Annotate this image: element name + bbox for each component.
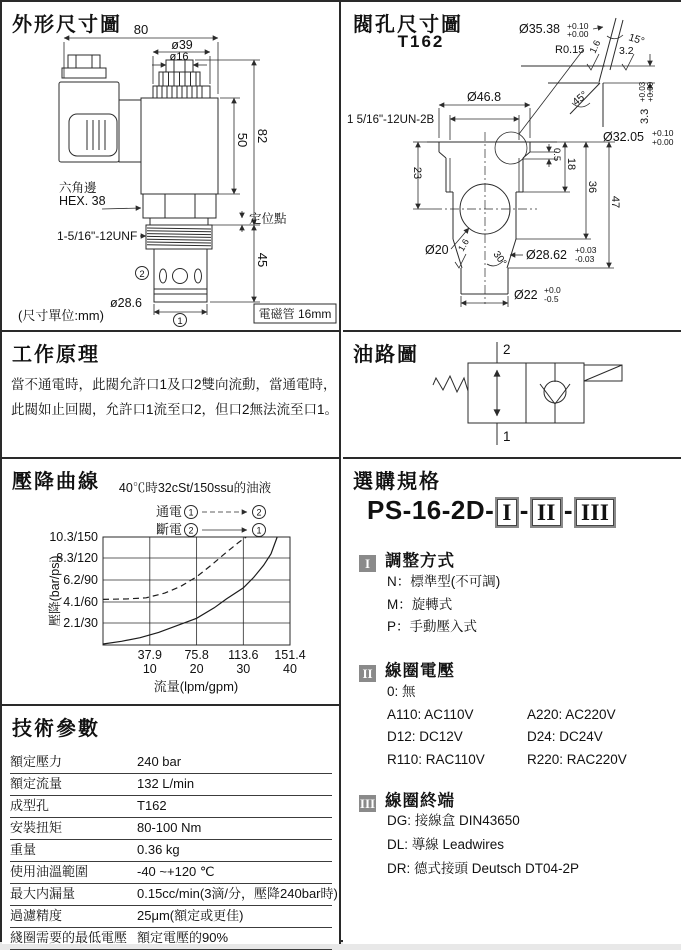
dim-22-label: Ø22 (514, 288, 538, 302)
option-item: N：標準型(不可調) (387, 574, 501, 589)
table-row (10, 906, 332, 928)
panel-outline-title: 外形尺寸圖 (12, 14, 122, 36)
tech-row-value: 240 bar (137, 754, 182, 769)
tech-row-value: 0.36 kg (137, 842, 180, 857)
panel-ordering-specs (343, 459, 681, 944)
y-tick-label: 4.1/60 (63, 595, 98, 610)
curve-title: 壓降曲線 (12, 471, 100, 493)
chart-xlabel: 流量(lpm/gpm) (153, 679, 239, 694)
dim-3538-tol-top: +0.10 (567, 21, 589, 31)
tech-row-value: T162 (137, 798, 167, 813)
section-1-title: 調整方式 (385, 552, 455, 570)
ordering-section-2-header (359, 657, 455, 682)
principle-line2: 此閥如止回閥，允許口1流至口2，但口2無法流至口1。 (11, 402, 339, 417)
dim-22-tol-bot: -0.5 (544, 294, 559, 304)
hex-label-line1: 六角邊 (59, 181, 97, 195)
curve-energized (103, 537, 246, 599)
thread-line (147, 228, 211, 229)
svg-text:2: 2 (139, 269, 145, 280)
model-code-segment-3: III (574, 497, 616, 528)
y-tick-label: 10.3/150 (49, 530, 98, 544)
outline-dimension-lines (64, 38, 260, 315)
y-tick-label: 6.2/90 (63, 572, 98, 587)
dim-05-label: 0.5 (551, 148, 562, 162)
table-row (10, 796, 332, 818)
svg-text:3.3: 3.3 (639, 108, 651, 124)
table-row (10, 862, 332, 884)
circuit-port-2: 2 (503, 342, 511, 357)
outline-drawing (2, 2, 339, 330)
option-item: D12: DC12V (387, 729, 463, 744)
cavity-code: T162 (397, 32, 445, 51)
ordering-title: 選購規格 (353, 471, 441, 493)
dim-3205-label: Ø32.05 (603, 130, 645, 144)
thread-line (147, 245, 211, 246)
pressure-drop-chart (2, 459, 339, 704)
cavity-drawing (343, 2, 681, 330)
y-tick-label: 2.1/30 (63, 615, 98, 630)
knurl-lines (157, 86, 202, 98)
panel-circuit-diagram (343, 332, 681, 459)
tech-row-value: 132 L/min (137, 776, 195, 791)
x-tick-lpm: 37.9 (137, 648, 162, 662)
tech-row-label: 額定壓力 (10, 754, 63, 769)
panel-pressure-drop-chart (2, 459, 341, 706)
option-item: A220: AC220V (527, 706, 616, 722)
ordering-section-2-options (387, 681, 627, 771)
option-item: DR: 德式接頭 Deutsch DT04-2P (387, 861, 580, 876)
tech-row-value: 25μm(額定或更佳) (137, 908, 244, 923)
option-item: DG: 接線盒 DIN43650 (387, 813, 520, 828)
model-code-dash: - (519, 495, 529, 525)
x-tick-gpm: 20 (189, 662, 204, 676)
principle-text (11, 372, 338, 422)
tech-row-label: 使用油溫範圍 (10, 864, 89, 879)
dim-80-label: 80 (133, 22, 149, 37)
panel-cavity-dimensions (343, 2, 681, 332)
dim-45-label: 45 (255, 252, 270, 268)
tech-table (10, 752, 338, 950)
table-row (10, 928, 332, 950)
thread-line (147, 234, 211, 235)
chart-legend (156, 504, 266, 537)
tech-row-label: 安裝扭矩 (10, 820, 63, 835)
coil-shape (141, 60, 218, 194)
dim-2862-tol-top: +0.03 (575, 245, 597, 255)
thread-line (147, 239, 211, 240)
tech-row-value: 0.15cc/min(3滴/分，壓降240bar時) (137, 886, 338, 901)
dim-3205-tol-top: +0.10 (652, 128, 674, 138)
x-tick-lpm: 151.4 (274, 648, 306, 662)
finish-32-label: 3.2 (619, 45, 634, 57)
chart-ylabel: 壓降(bar/psi) (48, 555, 62, 627)
chart-dynamic-content (49, 530, 305, 676)
circuit-port-1: 1 (503, 429, 511, 444)
finish-16b-label: 1.6 (456, 237, 471, 253)
dim-47-label: 47 (609, 195, 621, 209)
section-3-title: 線圈終端 (385, 792, 455, 810)
table-row (10, 774, 332, 796)
svg-text:2: 2 (256, 507, 262, 518)
table-row (10, 840, 332, 862)
option-item: DL: 導線 Leadwires (387, 837, 505, 852)
curve-deenergized (103, 537, 277, 644)
angle-45-label: 45° (570, 88, 591, 109)
cartridge-shape (143, 194, 216, 302)
model-code-prefix: PS-16-2D- (367, 495, 495, 525)
dim-36-label: 36 (586, 180, 598, 194)
table-row (10, 752, 332, 774)
dim-50-label: 50 (235, 132, 250, 148)
option-item: 0: 無 (387, 684, 416, 699)
svg-text:2: 2 (188, 525, 194, 536)
tech-title: 技術參數 (12, 718, 100, 740)
model-code-segment-1: I (495, 497, 518, 528)
thread-label: 1-5/16"-12UNF (57, 229, 138, 243)
option-item: D24: DC24V (527, 729, 603, 744)
port1-callout (174, 314, 187, 328)
dim-3538-tol-bot: +0.00 (567, 29, 589, 39)
spring-symbol (433, 376, 468, 392)
option-item: R110: RAC110V (387, 751, 485, 767)
svg-text:1: 1 (177, 316, 183, 327)
dim-18-label: 18 (565, 157, 577, 171)
panel-technical-parameters (2, 706, 341, 944)
svg-text:+0.00: +0.00 (646, 81, 655, 102)
angle-15-label: 15° (627, 31, 646, 48)
dim-16-label: ø16 (169, 51, 189, 63)
finish-16-label: 1.6 (587, 38, 604, 56)
table-row (10, 818, 332, 840)
valve-symbol (433, 342, 622, 445)
chart-note: 40℃時32cSt/150ssu的油液 (118, 481, 272, 495)
tech-row-label: 成型孔 (10, 798, 50, 813)
coil-tag-box (254, 304, 336, 323)
cavity-dimension-lines (413, 105, 615, 307)
section-1-badge: I (359, 555, 376, 572)
panel-working-principle (2, 332, 341, 459)
dim-22-tol-top: +0.0 (544, 285, 561, 295)
tech-row-label: 重量 (10, 842, 37, 857)
dim-33-group (638, 81, 655, 124)
section-2-badge: II (359, 665, 376, 682)
model-code-segment-2: II (530, 497, 563, 528)
circuit-title: 油路圖 (353, 344, 419, 366)
unit-note: (尺寸單位:mm) (18, 308, 104, 323)
svg-text:1: 1 (188, 507, 194, 518)
svg-text:電磁管 16mm: 電磁管 16mm (258, 307, 332, 321)
dim-3538-label: Ø35.38 (519, 22, 561, 36)
x-tick-lpm: 113.6 (228, 648, 259, 662)
option-item: A110: AC110V (387, 706, 474, 722)
tech-row-label: 額定流量 (10, 776, 63, 791)
panel-outline-dimensions (2, 2, 341, 332)
ordering-section-1-header (359, 547, 455, 572)
thread-line (147, 231, 211, 232)
ordering-section-1-options (387, 571, 500, 639)
tech-row-label: 綫圈需要的最低電壓 (10, 930, 128, 945)
dim-39-label: ø39 (171, 38, 193, 52)
angle-30-label: 30° (490, 249, 509, 269)
locating-point-label: 定位點 (249, 212, 287, 226)
tech-row-value: -40 ~+120 ℃ (137, 864, 215, 879)
circuit-symbol (343, 332, 681, 457)
dim-82-label: 82 (255, 128, 270, 144)
dim-2862-tol-bot: -0.03 (575, 254, 595, 264)
option-item: M：旋轉式 (387, 596, 453, 612)
principle-line1: 當不通電時，此閥允許口1及口2雙向流動，當通電時， (11, 377, 337, 392)
tech-row-value: 額定電壓的90% (137, 930, 229, 945)
radius-015-label: R0.15 (555, 44, 585, 56)
x-tick-gpm: 10 (142, 662, 157, 676)
panel-cavity-title: 閥孔尺寸圖 (353, 14, 463, 36)
dim-468-label: Ø46.8 (466, 90, 502, 104)
dim-286-label: ø28.6 (110, 296, 142, 310)
principle-title: 工作原理 (12, 344, 100, 366)
ordering-section-3-options (387, 809, 579, 881)
thread-line (147, 242, 211, 243)
dim-23-label: 23 (411, 166, 423, 180)
option-item: R220: RAC220V (527, 751, 627, 767)
model-code-dash: - (563, 495, 574, 525)
thread-line (147, 236, 211, 237)
svg-text:+0.03: +0.03 (638, 81, 647, 102)
dim-20-label: Ø20 (425, 243, 449, 257)
section-2-title: 線圈電壓 (385, 662, 455, 680)
hex-label-line2: HEX. 38 (59, 194, 106, 208)
option-item: P：手動壓入式 (387, 619, 478, 634)
svg-text:1: 1 (256, 525, 262, 536)
tech-row-label: 最大内漏量 (10, 886, 76, 901)
section-3-badge: III (359, 796, 376, 811)
legend-deenergized-label: 斷電 (155, 522, 182, 537)
port2-callout (136, 267, 149, 281)
dim-3205-tol-bot: +0.00 (652, 137, 674, 147)
legend-energized-label: 通電 (155, 504, 182, 519)
x-tick-lpm: 75.8 (184, 648, 209, 662)
tech-row-value: 80-100 Nm (137, 820, 202, 835)
y-tick-label: 8.3/120 (56, 550, 98, 565)
tech-row-label: 過濾精度 (10, 908, 63, 923)
x-tick-gpm: 30 (236, 662, 251, 676)
din-connector-shape (59, 55, 141, 162)
table-row (10, 884, 338, 906)
cavity-thread-label: 1 5/16"-12UN-2B (347, 114, 435, 126)
dim-2862-label: Ø28.62 (526, 248, 568, 262)
x-tick-gpm: 40 (283, 662, 297, 676)
model-code (367, 495, 617, 528)
